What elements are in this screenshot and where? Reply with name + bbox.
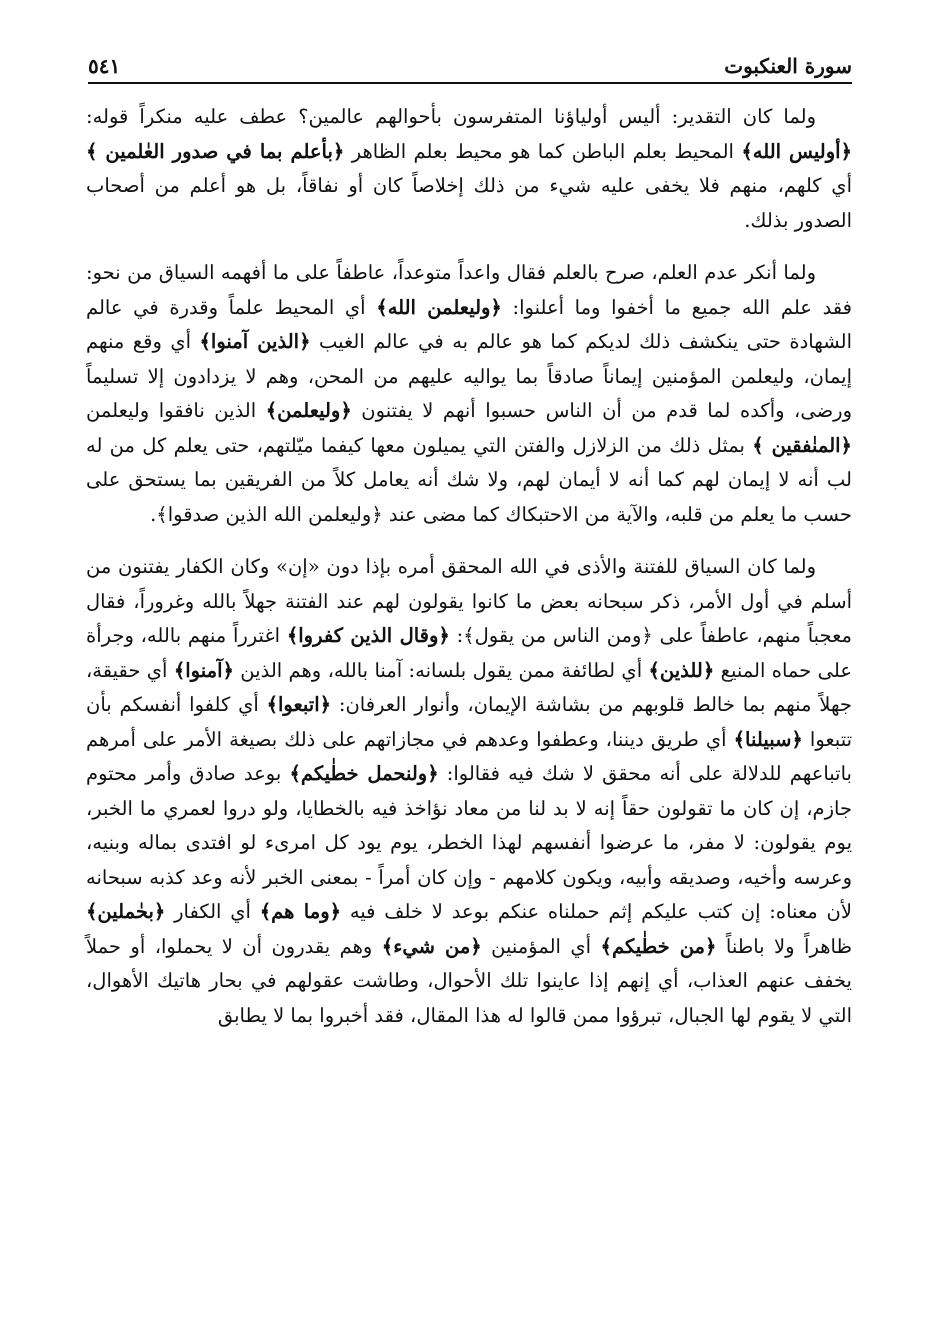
commentary-text: أي الكفار: [165, 900, 260, 923]
paragraph: [86, 100, 852, 238]
quran-quote: ﴿وليعلمن﴾: [265, 399, 352, 422]
quran-quote: ﴿وما هم﴾: [259, 900, 342, 923]
quran-quote: ﴿من شيء﴾: [381, 934, 482, 958]
commentary-text: ظاهراً ولا باطناً: [716, 934, 852, 958]
quran-quote: ﴿من خطٰيكم﴾: [600, 934, 717, 958]
commentary-text: أي كلهم، منهم فلا يخفى عليه شيء من ذلك إخلاصاً كان أو نفاقاً، بل هو أعلم من أصحاب الصدور بذلك.: [86, 174, 852, 232]
quran-quote: ﴿وليعلمن الله﴾: [376, 295, 502, 319]
quran-quote: ﴿بأعلم بما في صدور العٰلمين ﴾: [86, 139, 345, 163]
quran-quote: ﴿أوليس الله﴾: [741, 139, 852, 163]
quran-quote: ﴿الذين آمنوا﴾: [199, 330, 311, 353]
commentary-text: الذين نافقوا وليعلمن: [86, 399, 266, 422]
paragraph: [86, 550, 852, 1033]
quran-quote: ﴿للذين﴾: [648, 658, 715, 682]
commentary-text: بوعد صادق وأمر محتوم جازم، إن كان ما تقولون حقاً إنه لا بد لنا من معاد نؤاخذ فيه بالخطايا، ولو دروا لعمري ما الخبر، يوم يقولون: لا مفر، ما عرضوا أنفسهم لهذا الخطر، يوم يود كل امرىء لو افتدى بماله وبنيه، وعرسه وأخيه، وصديقه وأبيه، ويكون كلامهم - وإن كان أمراً - بمعنى الخبر لأنه وعد كذبه سبحانه لأن معناه: إن كتب عليكم إثم حملناه عنكم بوعد لا خلف فيه: [86, 762, 852, 923]
paragraph: [86, 256, 852, 532]
quran-quote: ﴿بحٰملين﴾: [86, 900, 166, 923]
commentary-text: ولما كان السياق للفتنة والأذى في الله المحقق أمره بإذا دون «إن» وكان الكفار يفتنون من أسلم في أول الأمر، ذكر سبحانه بعض ما كانوا يقولون لهم عند الفتنة جهلاً بالله وغروراً، فقال معجباً منهم، عاطفاً على ﴿ومن الناس من يقول﴾:: [86, 555, 852, 647]
commentary-text: ولما أنكر عدم العلم، صرح بالعلم فقال واعداً متوعداً، عاطفاً على ما أفهمه السياق من نحو: فقد علم الله جميع ما أخفوا وما أعلنوا:: [86, 261, 852, 319]
commentary-text: وهم يقدرون أن لا يحملوا، أو حملاً يخفف عنهم العذاب، أي إنهم إذا عاينوا تلك الأحوال، وطاشت عقولهم في بحار هاتيك الأهوال، التي لا يقوم لها الجبال، تبرؤوا ممن قالوا له هذا المقال، فقد أخبروا بما لا يطابق: [86, 934, 852, 1027]
commentary-text: اغترراً منهم بالله، وجرأة على حماه المنيع: [86, 624, 852, 682]
commentary-text: المحيط بعلم الباطن كما هو محيط بعلم الظاهر: [344, 139, 742, 163]
commentary-text: بمثل ذلك من الزلازل والفتن التي يميلون معها كيفما ميّلتهم، حتى يعلم كل من له لب أنه لا إيمان لهم كما أنه لا أيمان لهم، ولا شك أنه يعامل كلاً من الفريقين بما يستحق على حسب ما يعلم من قلبه، والآية من الاحتبكاك كما مضى عند ﴿وليعلمن الله الذين صدقوا﴾.: [86, 433, 852, 526]
quran-quote: ﴿وقال الذين كفروا﴾: [286, 624, 450, 647]
commentary-text: أي المحيط علماً وقدرة في عالم الشهادة حتى ينكشف ذلك لديكم كما هو عالم به في عالم الغيب: [86, 295, 852, 353]
commentary-text: أي كلفوا أنفسكم بأن تتبعوا: [86, 693, 853, 751]
commentary-text: ولما كان التقدير: أليس أولياؤنا المتفرسون بأحوالهم عالمين؟ عطف عليه منكراً قوله:: [86, 105, 816, 128]
surah-title: سورة العنكبوت: [724, 54, 852, 78]
page-body: [86, 100, 852, 1051]
quran-quote: ﴿آمنوا﴾: [173, 658, 234, 682]
commentary-text: أي وقع منهم إيمان، وليعلمن المؤمنين إيماناً صادقاً بما يواليه عليهم من المحن، وهم لا يزدادون إلا تسليماً ورضى، وأكده لما قدم من أن الناس حسبوا أنهم لا يفتنون: [86, 330, 852, 422]
quran-quote: ﴿سبيلنا﴾: [733, 727, 803, 751]
commentary-text: أي المؤمنين: [481, 934, 601, 958]
quran-quote: ﴿المنٰفقين ﴾: [752, 433, 852, 457]
quran-quote: ﴿ولنحمل خطٰيكم﴾: [289, 762, 439, 785]
commentary-text: أي لطائفة ممن يقول بلسانه: آمنا بالله، وهم الذين: [233, 658, 649, 682]
commentary-text: أي طريق ديننا، وعطفوا وعدهم في مجازاتهم على ذلك بصيغة الأمر على أمرهم باتباعهم للدلالة على أنه محقق لا شك فيه فقالوا:: [86, 727, 852, 785]
page-header: [88, 48, 852, 84]
commentary-text: أي حقيقة، جهلاً منهم بما خالط قلوبهم من بشاشة الإيمان، وأنوار العرفان:: [86, 658, 852, 716]
quran-quote: ﴿اتبعوا﴾: [266, 693, 332, 716]
page-number: ٥٤١: [88, 54, 121, 78]
